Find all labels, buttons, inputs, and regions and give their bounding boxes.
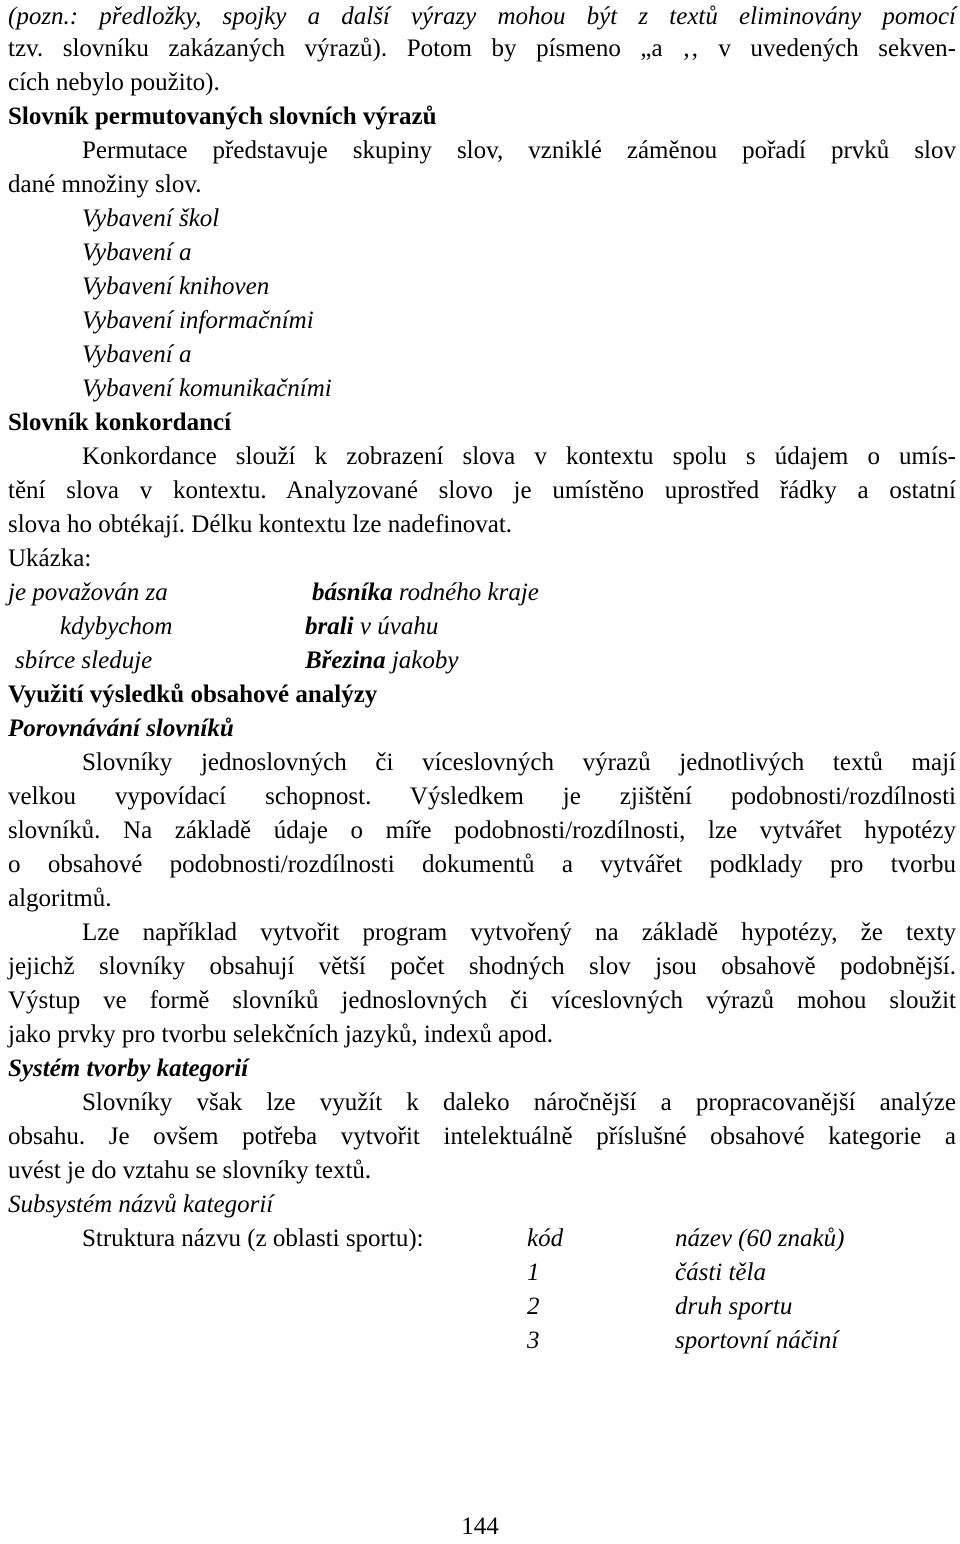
concordance-keyword: Březina xyxy=(305,647,386,674)
usage-para1-line-2: velkou vypovídací schopnost. Výsledkem je zjištění podobnosti/rozdílnosti xyxy=(8,783,956,810)
concordance-left-context: sbírce sleduje xyxy=(15,647,153,674)
concordance-left-context: je považován za xyxy=(8,579,168,606)
concordance-keyword: brali xyxy=(305,613,354,640)
concordance-right-context: jakoby xyxy=(391,647,459,674)
column-header-name: název (60 znaků) xyxy=(675,1225,845,1252)
table-cell-name: druh sportu xyxy=(675,1293,793,1320)
concordance-row xyxy=(312,576,539,610)
heading-concordance: Slovník konkordancí xyxy=(8,409,232,436)
permutation-example: Vybavení komunikačními xyxy=(82,375,332,402)
table-cell-code: 3 xyxy=(527,1327,540,1354)
usage-para1-line-1: Slovníky jednoslovných či víceslovných výrazů jednotlivých textů mají xyxy=(82,749,956,776)
system-para-line-1: Slovníky však lze využít k daleko náročnější a propracovanější analýze xyxy=(82,1089,956,1116)
concordance-row xyxy=(305,644,458,678)
subheading-category-names: Subsystém názvů kategorií xyxy=(8,1191,274,1218)
concordance-para-line-2: tění slova v kontextu. Analyzované slovo je umístěno uprostřed řádky a ostatní xyxy=(8,477,956,504)
permutation-example: Vybavení knihoven xyxy=(82,273,270,300)
system-para-line-3: uvést je do vztahu se slovníky textů. xyxy=(8,1157,372,1184)
permutation-example: Vybavení informačními xyxy=(82,307,314,334)
usage-para2-line-1: Lze například vytvořit program vytvořený na základě hypotézy, že texty xyxy=(82,919,956,946)
concordance-para-line-3: slova ho obtékají. Délku kontextu lze nadefinovat. xyxy=(8,511,513,538)
permutation-para-line-1: Permutace představuje skupiny slov, vzniklé záměnou pořadí prvků slov xyxy=(82,137,956,164)
concordance-left-context: kdybychom xyxy=(60,613,173,640)
page-number: 144 xyxy=(461,1513,499,1540)
permutation-example: Vybavení a xyxy=(82,239,192,266)
concordance-para-line-1: Konkordance slouží k zobrazení slova v kontextu spolu s údajem o umís- xyxy=(82,443,956,470)
concordance-keyword: básníka xyxy=(312,579,393,606)
heading-category-system: Systém tvorby kategorií xyxy=(8,1055,249,1082)
permutation-para-line-2: dané množiny slov. xyxy=(8,171,202,198)
table-cell-name: sportovní náčiní xyxy=(675,1327,839,1354)
table-cell-name: části těla xyxy=(675,1259,766,1286)
intro-line-2: tzv. slovníku zakázaných výrazů). Potom by písmeno „a ‚‚ v uvedených sekven- xyxy=(8,35,956,62)
concordance-right-context: v úvahu xyxy=(359,613,439,640)
permutation-example: Vybavení a xyxy=(82,341,192,368)
usage-para1-line-3: slovníků. Na základě údaje o míře podobnosti/rozdílnosti, lze vytvářet hypotézy xyxy=(8,817,956,844)
subheading-comparison: Porovnávání slovníků xyxy=(8,715,234,742)
intro-line-3: cích nebylo použito). xyxy=(8,69,220,96)
usage-para1-line-4: o obsahové podobnosti/rozdílnosti dokumentů a vytvářet podklady pro tvorbu xyxy=(8,851,956,878)
intro-line-1: (pozn.: předložky, spojky a další výrazy mohou být z textů eliminovány pomocí xyxy=(8,3,956,30)
table-cell-code: 2 xyxy=(527,1293,540,1320)
concordance-right-context: rodného kraje xyxy=(398,579,539,606)
usage-para1-line-5: algoritmů. xyxy=(8,885,112,912)
concordance-row xyxy=(305,610,438,644)
table-cell-code: 1 xyxy=(527,1259,540,1286)
sample-label: Ukázka: xyxy=(8,545,92,572)
system-para-line-2: obsahu. Je ovšem potřeba vytvořit intelektuálně příslušné obsahové kategorie a xyxy=(8,1123,956,1150)
usage-para2-line-2: jejichž slovníky obsahují větší počet shodných slov jsou obsahově podobnější. xyxy=(8,953,956,980)
heading-permutation: Slovník permutovaných slovních výrazů xyxy=(8,103,437,130)
permutation-example: Vybavení škol xyxy=(82,205,220,232)
usage-para2-line-4: jako prvky pro tvorbu selekčních jazyků, indexů apod. xyxy=(8,1021,553,1048)
structure-label: Struktura názvu (z oblasti sportu): xyxy=(82,1225,424,1252)
column-header-code: kód xyxy=(527,1225,564,1252)
heading-usage: Využití výsledků obsahové analýzy xyxy=(8,681,378,708)
usage-para2-line-3: Výstup ve formě slovníků jednoslovných či víceslovných výrazů mohou sloužit xyxy=(8,987,956,1014)
